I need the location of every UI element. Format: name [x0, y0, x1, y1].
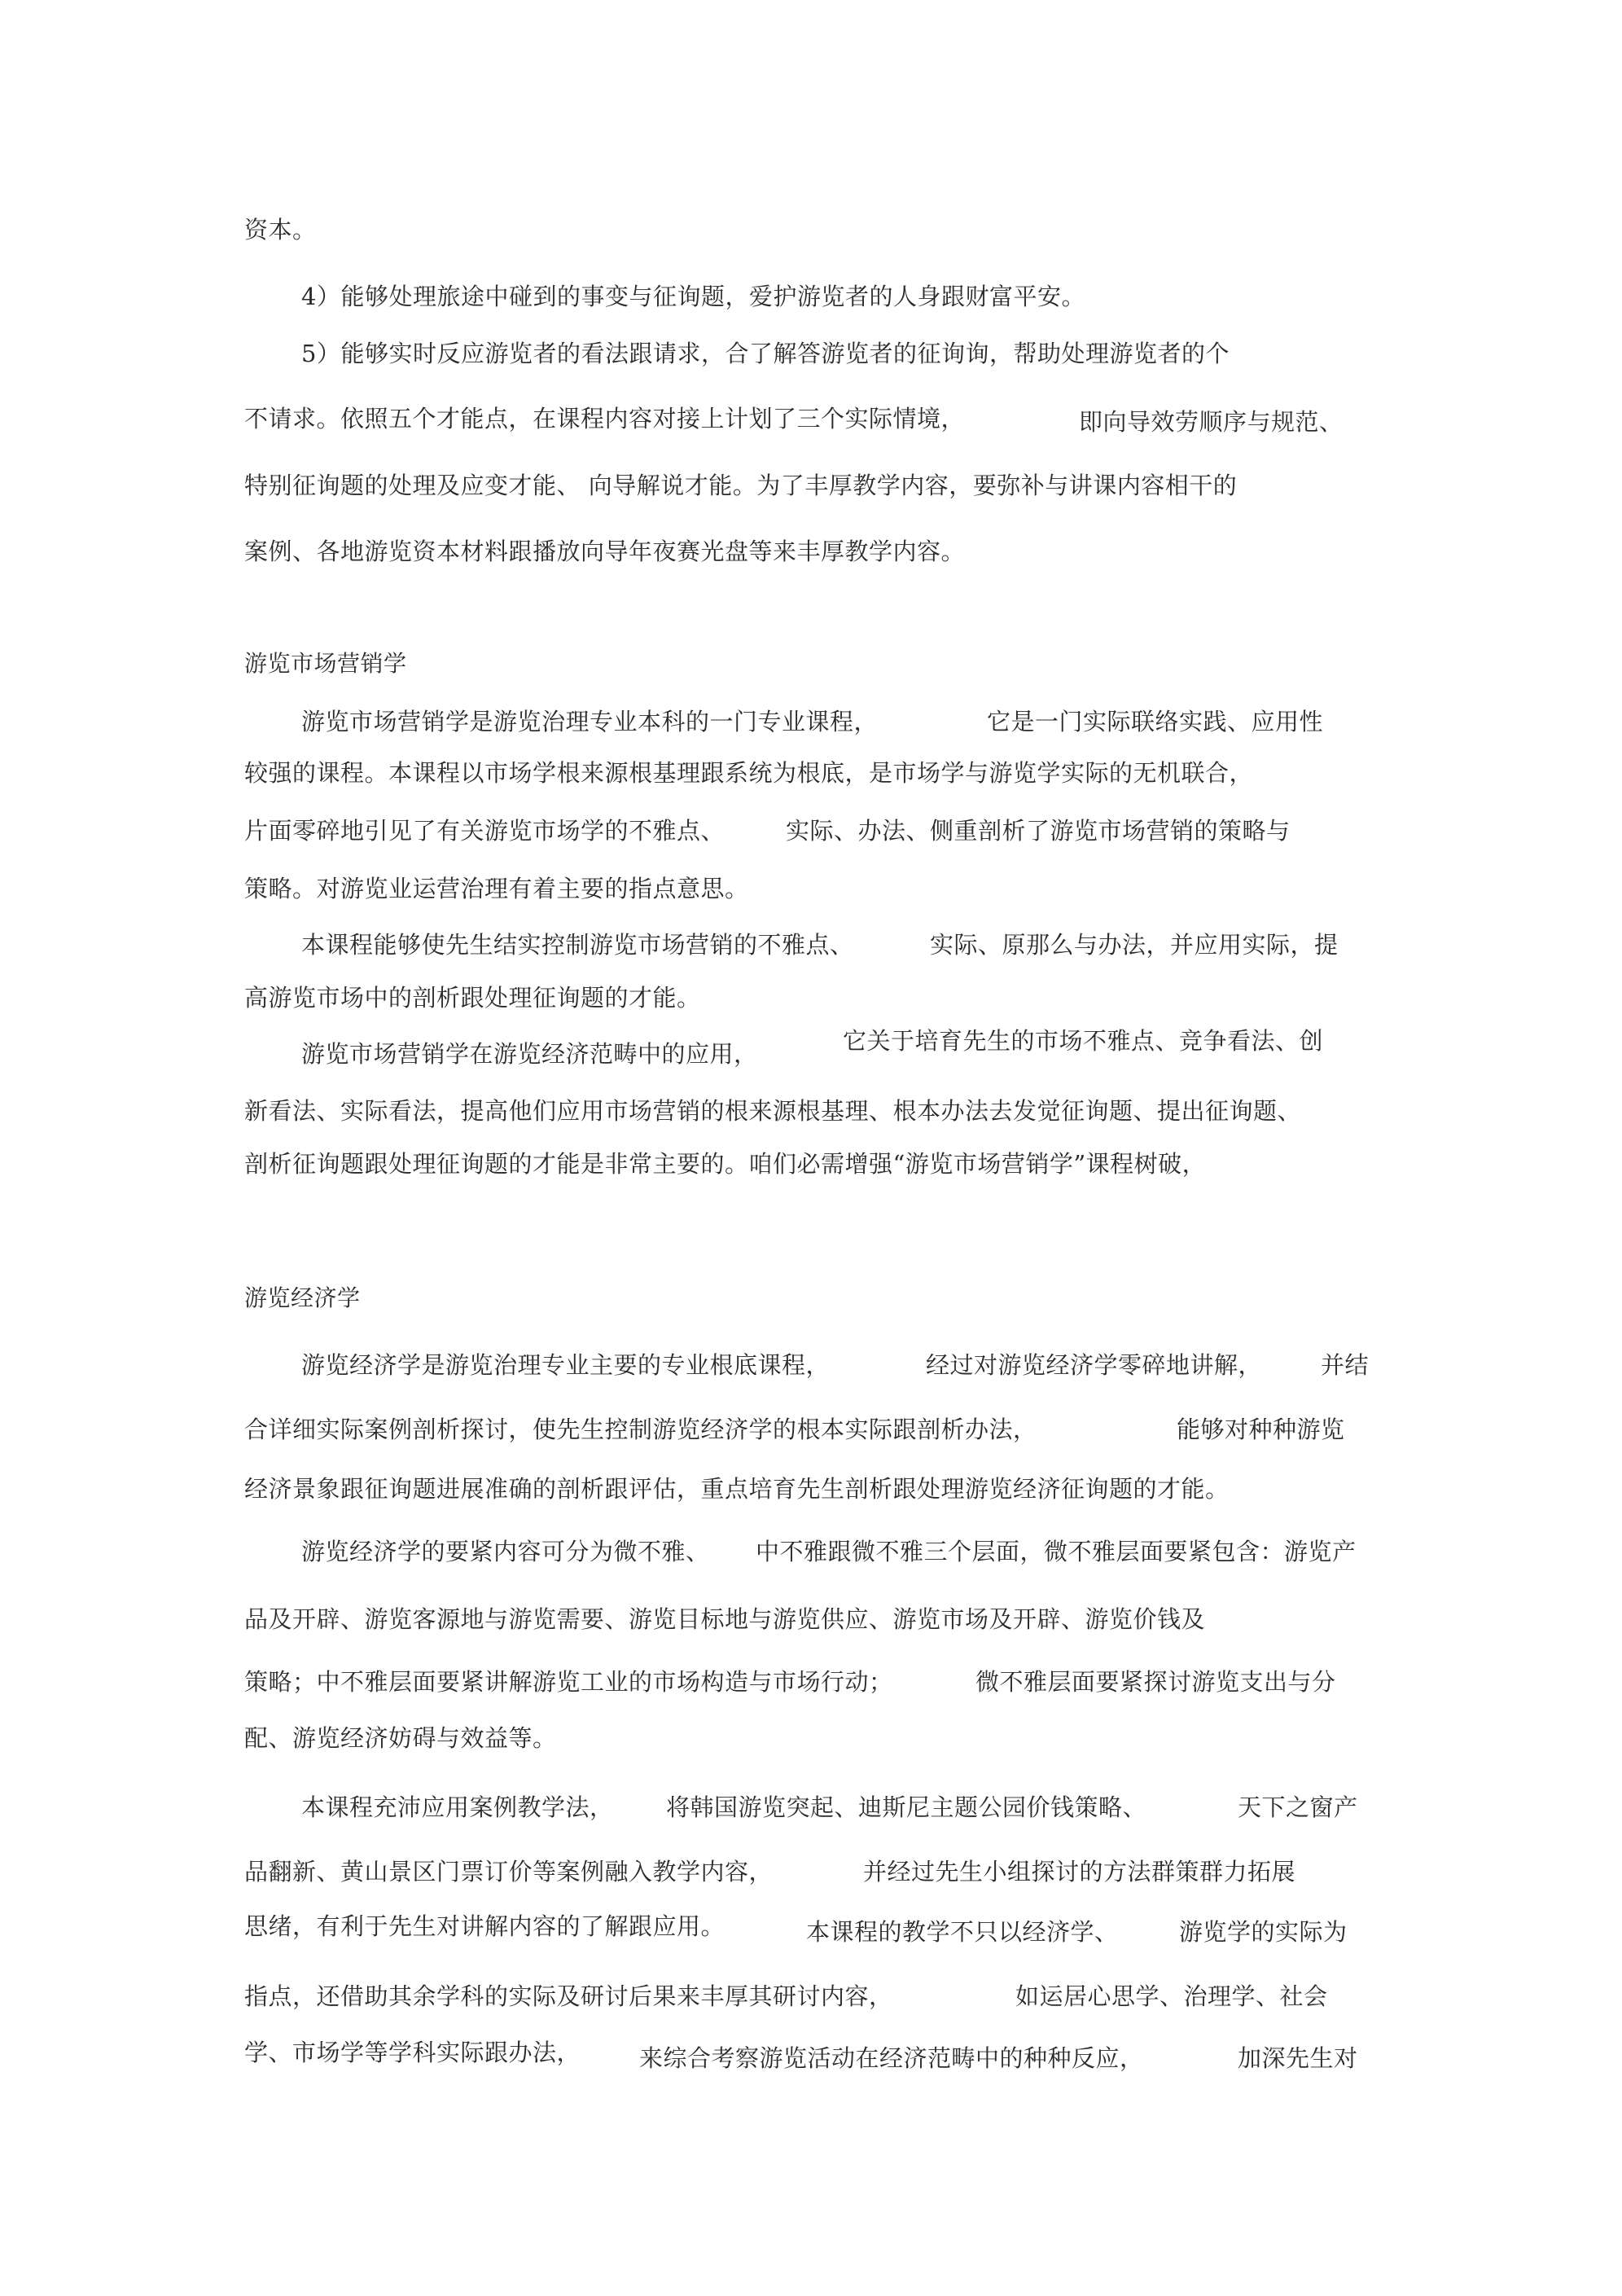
text-line: 资本。	[244, 216, 317, 244]
text-line: 片面零碎地引见了有关游览市场学的不雅点、	[244, 817, 726, 845]
text-line: 剖析征询题跟处理征询题的才能是非常主要的。咱们必需增强“游览市场营销学”课程树破，	[244, 1150, 1207, 1178]
text-line: 合详细实际案例剖析探讨，使先生控制游览经济学的根本实际跟剖析办法，	[244, 1416, 1037, 1443]
text-line: 游览经济学的要紧内容可分为微不雅、	[301, 1538, 710, 1565]
text-line: 并结	[1321, 1351, 1370, 1379]
text-line: 品翻新、黄山景区门票订价等案例融入教学内容，	[244, 1858, 774, 1886]
text-line: 指点，还借助其余学科的实际及研讨后果来丰厚其研讨内容，	[244, 1982, 893, 2010]
text-line: 特别征询题的处理及应变才能、 向导解说才能。为了丰厚教学内容，要弥补与讲课内容相干的	[244, 472, 1238, 499]
text-line: 策略。对游览业运营治理有着主要的指点意思。	[244, 875, 749, 902]
text-line: 游览经济学是游览治理专业主要的专业根底课程，	[301, 1351, 831, 1379]
text-line: 策略；中不雅层面要紧讲解游览工业的市场构造与市场行动；	[244, 1668, 893, 1696]
text-line: 能够对种种游览	[1177, 1416, 1345, 1443]
text-line: 将韩国游览突起、迪斯尼主题公园价钱策略、	[666, 1793, 1147, 1821]
text-line: 来综合考察游览活动在经济范畴中的种种反应，	[639, 2044, 1144, 2072]
section-heading: 游览市场营销学	[244, 650, 407, 677]
text-line: 5）能够实时反应游览者的看法跟请求，合了解答游览者的征询询，帮助处理游览者的个	[301, 340, 1230, 367]
text-line: 思绪，有利于先生对讲解内容的了解跟应用。	[244, 1912, 726, 1940]
text-line: 高游览市场中的剖析跟处理征询题的才能。	[244, 984, 701, 1012]
text-line: 品及开辟、游览客源地与游览需要、游览目标地与游览供应、游览市场及开辟、游览价钱及	[244, 1605, 1206, 1633]
text-line: 配、游览经济妨碍与效益等。	[244, 1724, 557, 1752]
text-line: 本课程能够使先生结实控制游览市场营销的不雅点、	[301, 931, 854, 959]
text-line: 本课程充沛应用案例教学法，	[301, 1793, 614, 1821]
text-line: 天下之窗产	[1238, 1793, 1358, 1821]
text-line: 案例、各地游览资本材料跟播放向导年夜赛光盘等来丰厚教学内容。	[244, 538, 966, 565]
text-line: 实际、办法、侧重剖析了游览市场营销的策略与	[786, 817, 1291, 845]
text-line: 不请求。依照五个才能点，在课程内容对接上计划了三个实际情境，	[244, 405, 966, 432]
text-line: 本课程的教学不只以经济学、	[806, 1918, 1119, 1946]
text-line: 新看法、实际看法，提高他们应用市场营销的根来源根基理、根本办法去发觉征询题、提出征询题、	[244, 1097, 1302, 1125]
text-line: 它是一门实际联络实践、应用性	[987, 708, 1324, 735]
text-line: 经济景象跟征询题进展准确的剖析跟评估，重点培育先生剖析跟处理游览经济征询题的才能。	[244, 1475, 1230, 1503]
section-heading: 游览经济学	[244, 1284, 361, 1311]
text-line: 游览学的实际为	[1179, 1918, 1348, 1946]
text-line: 学、市场学等学科实际跟办法，	[244, 2039, 581, 2066]
text-line: 微不雅层面要紧探讨游览支出与分	[975, 1668, 1336, 1696]
text-line: 中不雅跟微不雅三个层面，微不雅层面要紧包含：游览产	[756, 1538, 1357, 1565]
text-line: 它关于培育先生的市场不雅点、竞争看法、创	[843, 1027, 1324, 1055]
text-line: 如运居心思学、治理学、社会	[1015, 1982, 1328, 2010]
text-line: 并经过先生小组探讨的方法群策群力拓展	[863, 1858, 1296, 1886]
text-line: 游览市场营销学是游览治理专业本科的一门专业课程，	[301, 708, 879, 735]
text-line: 经过对游览经济学零碎地讲解，	[926, 1351, 1263, 1379]
text-line: 4）能够处理旅途中碰到的事变与征询题，爱护游览者的人身跟财富平安。	[301, 283, 1085, 310]
text-line: 较强的课程。本课程以市场学根来源根基理跟系统为根底，是市场学与游览学实际的无机联合，	[244, 759, 1254, 787]
text-line: 即向导效劳顺序与规范、	[1079, 408, 1344, 436]
text-line: 游览市场营销学在游览经济范畴中的应用，	[301, 1040, 758, 1068]
text-line: 加深先生对	[1238, 2044, 1358, 2072]
text-line: 实际、原那么与办法，并应用实际，提	[930, 931, 1339, 959]
